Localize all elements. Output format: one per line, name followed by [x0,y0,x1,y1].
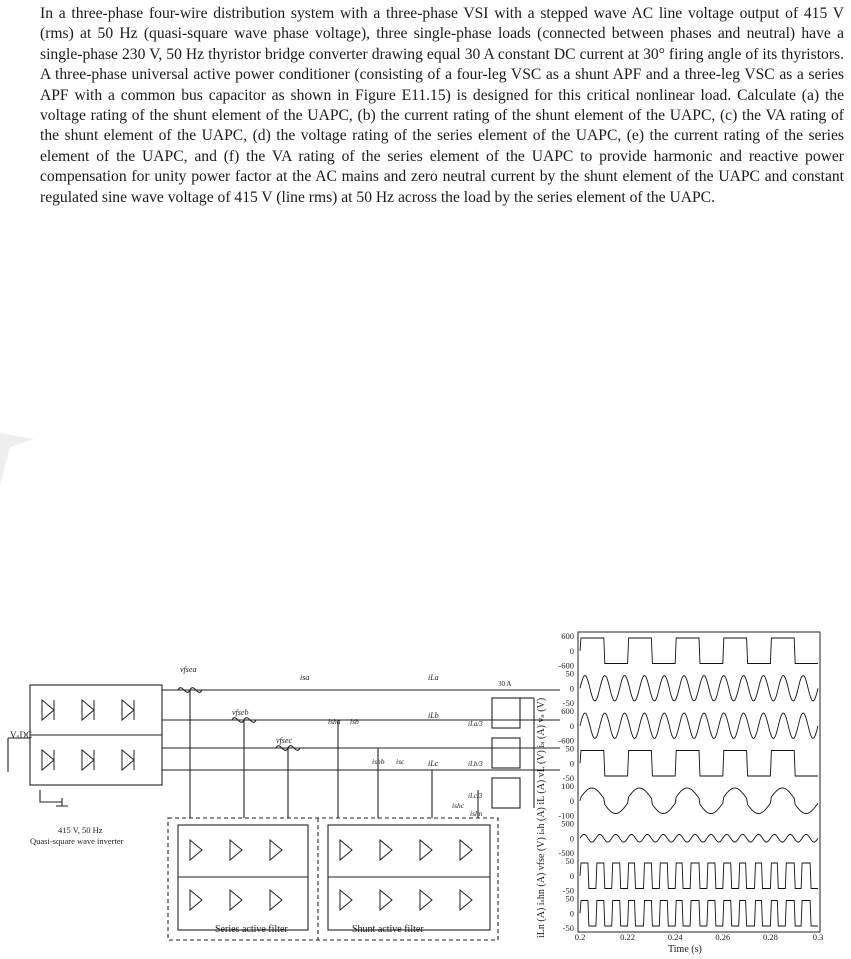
y-tick-label: 100 [561,781,574,791]
ishb-label: ishb [372,757,385,766]
y-tick-label: 50 [565,893,574,904]
waveform-trace [580,788,818,814]
dc-current-label: 30 A [498,680,512,688]
y-tick-label: 500 [561,818,574,829]
waveform-trace [580,638,818,664]
waveform-trace [580,713,818,739]
x-tick-label: 0.22 [620,932,636,942]
ila3-label: iLa/3 [468,720,483,728]
y-tick-label: 0 [569,720,574,731]
figure-e11-15 [0,620,851,959]
x-tick-label: 0.24 [667,932,683,942]
y-tick-label: -600 [558,735,574,746]
ilc3-label: iLc/3 [468,792,483,800]
x-tick-label: 0.3 [812,932,824,942]
x-tick-label: 0.28 [762,932,778,942]
inverter-label-2: Quasi-square wave inverter [30,836,124,846]
y-tick-label: -50 [562,885,574,896]
y-tick-label: -50 [562,773,574,783]
vfseb-label: vfseb [232,708,249,717]
y-tick-label: -100 [558,810,574,821]
inverter-label-1: 415 V, 50 Hz [58,825,103,835]
waveform-trace [580,901,818,927]
shunt-filter-label: Shunt active filter [352,924,424,935]
ilb-label: iLb [428,711,439,720]
ishn-label: ishn [470,809,483,818]
y-tick-label: -600 [558,660,574,671]
vfsec-label: vfsec [276,736,292,745]
y-tick-label: 50 [565,743,574,754]
y-tick-label: -50 [562,698,574,708]
y-tick-label: 0 [569,908,574,919]
scan-artifact-icon [0,425,40,485]
isb-label: isb [350,717,359,726]
isha-label: isha [328,717,341,726]
isa-label: isa [300,673,310,682]
waveform-trace [580,751,818,777]
y-tick-label: 600 [561,631,574,641]
y-tick-label: -500 [558,848,574,858]
vfsea-label: vfsea [180,665,197,674]
y-tick-label: 0 [569,870,574,881]
ishc-label: ishc [452,801,465,810]
series-filter-label: Series active filter [215,924,288,935]
waveform-trace [580,834,818,842]
y-tick-label: 50 [565,668,574,679]
y-tick-label: 50 [565,856,574,866]
y-tick-label: 600 [561,706,574,716]
waveform-xlabel: Time (s) [668,944,702,955]
ilb3-label: iLb/3 [468,760,483,768]
y-tick-label: 0 [569,833,574,844]
problem-statement: In a three-phase four-wire distribution system with a three-phase VSI with a stepped wave AC line voltage output of 415 V (rms) at 50 Hz (quasi-square wave phase voltage), three single-phase loads (connected between phases and neutral) have a single-phase 230 V, 50 Hz thyristor bridge converter drawing equal 30 A constant DC current at 30° firing angle of its thyristors. A three-phase universal active power conditioner (consisting of a four-leg VSC as a shunt APF and a three-leg VSC as a series APF with a common bus capacitor as shown in Figure E11.15) is designed for this critical nonlinear load. Calculate (a) the voltage rating of the shunt element of the UAPC, (b) the current rating of the shunt element of the UAPC, (c) the VA rating of the shunt element of the UAPC, (d) the voltage rating of the series element of the UAPC, (e) the current rating of the series element of the UAPC, and (f) the VA rating of the series element of the UAPC to provide harmonic and reactive power compensation for unity power factor at the AC mains and zero neutral current by the shunt element of the UAPC and constant regulated sine wave voltage of 415 V (line rms) at 50 Hz across the load by the series element of the UAPC. [40,5,844,206]
x-tick-label: 0.26 [715,932,731,942]
y-tick-label: 0 [569,683,574,694]
y-tick-label: 0 [569,645,574,656]
ila-label: iLa [428,673,439,682]
waveform-trace [580,676,818,702]
isc-label: isc [396,757,405,766]
y-tick-label: -50 [562,923,574,933]
waveform-ylabel: iLn (A) iₛhn (A) vfse (V) iₛh (A) iL (A) vL (V) iₛ (A) vₛ (V) [536,697,547,938]
waveform-trace [580,863,818,889]
ilc-label: iLc [428,759,439,768]
x-tick-label: 0.2 [574,932,586,942]
vdc-label: VₛDC [10,730,33,740]
y-tick-label: 0 [569,758,574,769]
waveform-plot-frame [578,632,820,932]
y-tick-label: 0 [569,795,574,806]
